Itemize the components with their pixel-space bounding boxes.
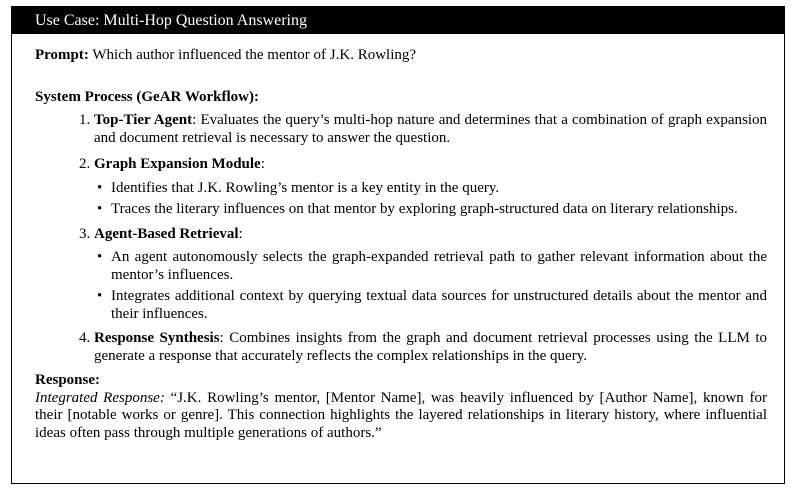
- step-title: Response Synthesis: [94, 330, 220, 346]
- bullet-item: • Identifies that J.K. Rowling’s mentor is a key entity in the query.: [111, 180, 767, 198]
- use-case-box: [11, 6, 785, 484]
- bullet-item: • Integrates additional context by querying textual data sources for unstructured details about the mentor and their influences.: [111, 288, 767, 323]
- use-case-title: Use Case: Multi-Hop Question Answering: [35, 12, 307, 29]
- prompt-label: Prompt:: [35, 47, 89, 63]
- step-separator: :: [192, 112, 201, 128]
- bullet-item: • An agent autonomously selects the graph-expanded retrieval path to gather relevant information about the mentor’s influences.: [111, 249, 767, 284]
- step-separator: :: [260, 156, 265, 172]
- step-title: Agent-Based Retrieval: [94, 225, 239, 242]
- use-case-content: [12, 47, 784, 442]
- step-response-synthesis: [94, 330, 767, 365]
- process-title: System Process (GeAR Workflow):: [35, 88, 259, 105]
- step-bullets: [94, 180, 767, 219]
- step-bullets: [94, 249, 767, 323]
- step-separator: :: [238, 225, 243, 242]
- prompt-text: Which author influenced the mentor of J.K. Rowling?: [92, 47, 417, 63]
- use-case-header: [12, 7, 784, 34]
- step-separator: :: [219, 330, 230, 346]
- prompt-line: [35, 47, 767, 65]
- bullet-item: • Traces the literary influences on that mentor by exploring graph-structured data on literary relationships.: [111, 201, 767, 219]
- process-steps: [35, 112, 767, 365]
- step-title: Graph Expansion Module: [94, 156, 261, 172]
- step-title: Top-Tier Agent: [94, 112, 193, 128]
- response-label: Integrated Response:: [35, 389, 165, 406]
- step-agent-based-retrieval: [94, 226, 767, 324]
- response-title: Response:: [35, 372, 101, 388]
- step-graph-expansion-module: [94, 156, 767, 219]
- step-text: Evaluates the query’s multi-hop nature and determines that a combination of graph expansion and document retrieval is necessary to answer the question.: [94, 112, 767, 146]
- response-text: “J.K. Rowling’s mentor, [Mentor Name], was heavily influenced by [Author Name], known for their [notable works or genre]. This connection highlights the layered relationships in literary history, where influential ideas often pass through multiple generations of authors.”: [35, 389, 767, 441]
- step-text: Combines insights from the graph and document retrieval processes using the LLM to generate a response that accurately reflects the complex relationships in the query.: [94, 330, 767, 364]
- response-body: [35, 390, 767, 443]
- step-top-tier-agent: [94, 112, 767, 147]
